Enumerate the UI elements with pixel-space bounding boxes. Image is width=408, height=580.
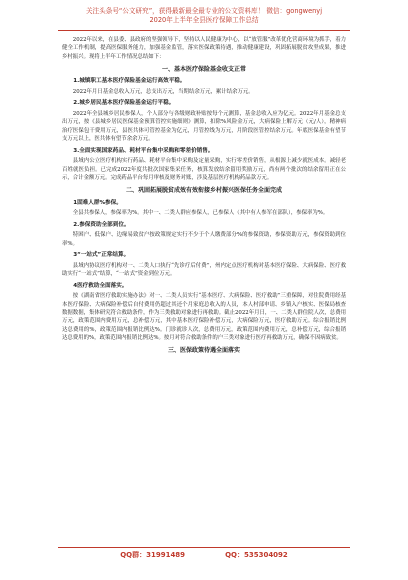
section-1-item-2-text: 2022年全县城乡居民参保人，个人部分与各级财政补贴按每个元测算，基金总收入应为亿元。2022年月基金总支出万元，按《县城乡居民医保基金预算管控实施细则》测算，扣除%风险金万元，大病保险上解万元（元/人），精神病治疗医保包干费用万元，县医共体可管控基金为亿元，月管控线为万元，月阶段医管控结余万元。年底医保基金有望节支万元以上，医共体有望节余余万元。 xyxy=(62,111,346,143)
banner-line-1: 关注头条号“公文研究”，获得最新最全最专业的公文资料库！ 微信：gongwenyj xyxy=(85,7,323,15)
section-1-item-1-heading: 1.城镇职工基本医疗保险基金运行高效平稳。 xyxy=(73,78,186,85)
section-2-item-4-text: 按《湖南省医疗救助实施办法》对一、二类人员实行“基本医疗、大病保险、医疗救助”三重保障，对住院费用经基本医疗保险、大病保险补偿后自付费用仍超过其还个月家庭总收入的人员，本人村部申请、乡镇入户核实、医保局核查数据数据，集体研究符合救助条件，作为三类救助对象进行再救助。截止2022年月日，一、二类人群住院人次，总费用万元，政策范围内费用万元，总补偿万元，其中基本医疗保险补偿万元，大病保险万元，医疗救助万元。综合报销比例达总费用的%，政策范围内报销比例达%。门诊就诊人次，总费用万元，政策范围内费用万元，总补偿万元，综合报销达总费用的%，政策范围内报销比例达%。按月对符合救助条件的户三类对象进行医疗再救助万元，确保不因病致贫。 xyxy=(62,293,346,342)
section-3-title: 三、医保政策待遇全面落实 xyxy=(167,347,240,355)
section-2-item-3-heading: 3“一站式”正常结算。 xyxy=(73,252,130,259)
section-2-item-4-heading: 4医疗救助全面落实。 xyxy=(73,282,128,289)
section-1-item-3-heading: 3.全面实现国家药品、耗材平台集中采购和零差价销售。 xyxy=(73,147,214,154)
promo-banner xyxy=(0,0,408,33)
banner-line-2: 2020年上半年全县医疗保障工作总结 xyxy=(149,15,259,24)
section-2-item-2-heading: 2.参保资助全部到位。 xyxy=(73,221,130,228)
intro-paragraph: 2022年以来，在县委、县政府的坚强领导下，坚持以人民健康为中心，以“放管服”改革优化营商环境为抓手，着力健全工作机制，提高医保服务能力，加强基金监管，落实医保政策待遇，推动健康建设，巩固拓展脱贫攻坚成果，推进乡村振兴。现将上半年工作情况总结如下： xyxy=(62,37,346,60)
section-2-item-1-text: 全县共参保人，参保率为%。其中一、二类人群应参保人，已参保人（其中有人参军在部队），参保率为%。 xyxy=(72,210,329,217)
footer-qq-group: QQ群：31991489 xyxy=(120,551,186,559)
header-rule xyxy=(58,30,350,31)
document-body xyxy=(62,36,346,544)
footer-contacts xyxy=(0,550,408,564)
footer-rule xyxy=(58,547,350,548)
section-1-title: 一、基本医疗保险基金收支正常 xyxy=(161,66,246,74)
section-2-item-2-text: 特困户、低保户、边缘易致贫户按政策规定实行不少于个人缴费部分%的参保资助，参保资助万元，参保资助到位率%。 xyxy=(62,232,346,247)
section-1-item-2-heading: 2.城乡居民基本医疗保险基金运行平稳。 xyxy=(73,100,175,107)
section-2-item-3-text: 县域内协议医疗机构对一、二类人口执行“先诊疗后付费”，州内定点医疗机构对基本医疗保险、大病保险、医疗救助实行“一站式”结算，“一站式”资金到位万元。 xyxy=(62,262,346,278)
section-2-title: 二、巩固拓展脱贫成效有效衔接乡村振兴医保任务全面完成 xyxy=(125,187,282,195)
footer-qq-number: QQ：535304092 xyxy=(225,551,288,559)
section-1-item-1-text: 2022年月日基金总收入万元，总支出万元，当期结余万元，累计结余万元。 xyxy=(72,89,254,96)
section-1-item-3-text: 县域内公立医疗机构实行药品、耗材平台集中采购及定量采购，实行零差价销售，从根源上减少就医成本。减轻老百姓就医负担。已完成2022年度共批次国家集采任务，核算发放结余留用奖励万元，尚有两个批次的结余留用正在公示，合计金额万元。完成药品平台每月审核及财务对账，涉及基层医疗机构药品款万元。 xyxy=(62,158,346,182)
section-2-item-1-heading: 1固难人群%参保。 xyxy=(73,199,122,206)
